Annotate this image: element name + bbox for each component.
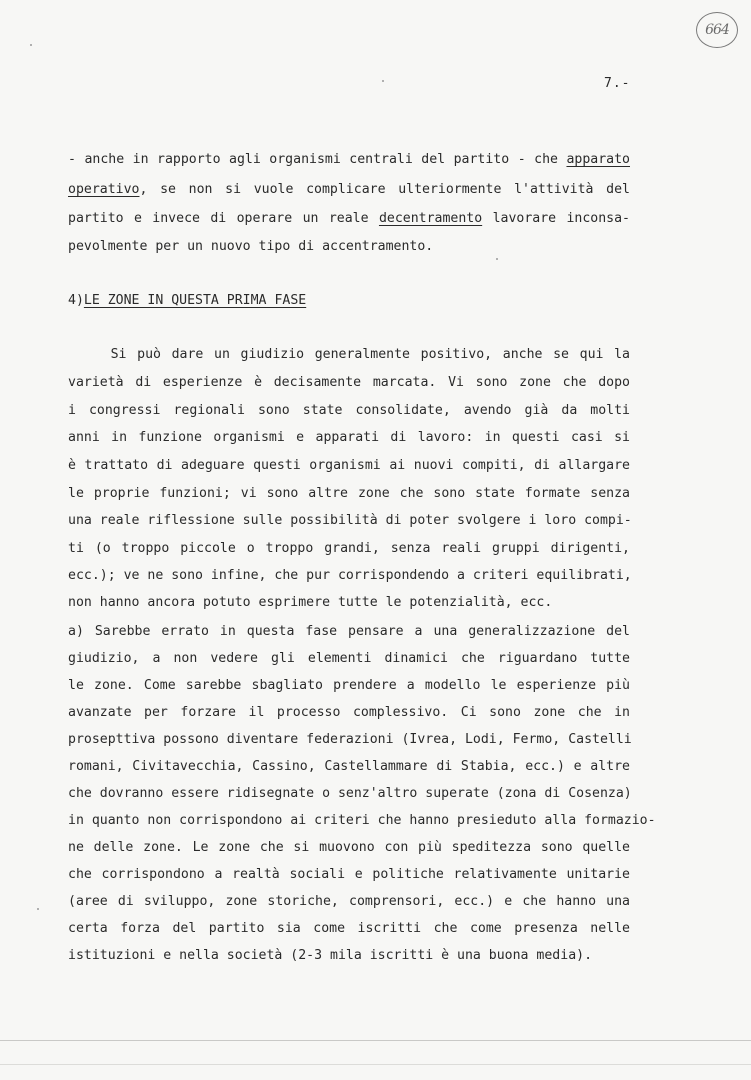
scan-edge-line xyxy=(0,1064,751,1065)
para2-line-8: ti (o troppo piccole o troppo grandi, senza reali gruppi dirigenti, xyxy=(68,541,630,556)
para3-line-8: in quanto non corrispondono ai criteri che hanno presieduto alla formazio- xyxy=(68,813,656,828)
para2-line-3: i congressi regionali sono state consolidate, avendo già da molti xyxy=(68,403,630,418)
para2-line-4: anni in funzione organismi e apparati di lavoro: in questi casi si xyxy=(68,430,630,445)
para3-line-11: (aree di sviluppo, zone storiche, comprensori, ecc.) e che hanno una xyxy=(68,894,630,909)
scan-edge-line xyxy=(0,1040,751,1041)
para2-line-1: Si può dare un giudizio generalmente positivo, anche se qui la xyxy=(68,347,630,362)
para2-line-7: una reale riflessione sulle possibilità di poter svolgere i loro compi- xyxy=(68,513,632,528)
para3-line-7: che dovranno essere ridisegnate o senz'altro superate (zona di Cosenza) xyxy=(68,786,632,801)
para3-line-6: romani, Civitavecchia, Cassino, Castellammare di Stabia, ecc.) e altre xyxy=(68,759,630,774)
para2-line-6: le proprie funzioni; vi sono altre zone che sono state formate senza xyxy=(68,486,630,501)
para3-line-4: avanzate per forzare il processo complessivo. Ci sono zone che in xyxy=(68,705,630,720)
para3-line-12: certa forza del partito sia come iscritti che come presenza nelle xyxy=(68,921,630,936)
para2-line-5: è trattato di adeguare questi organismi ai nuovi compiti, di allargare xyxy=(68,458,630,473)
page-number: 7.- xyxy=(604,76,631,91)
section-number: 4) xyxy=(68,293,84,308)
archive-stamp-number: 664 xyxy=(705,22,729,38)
para1-line-4: pevolmente per un nuovo tipo di accentramento. xyxy=(68,239,434,254)
para3-line-13: istituzioni e nella società (2-3 mila iscritti è una buona media). xyxy=(68,948,593,963)
para3-line-3: le zone. Come sarebbe sbagliato prendere a modello le esperienze più xyxy=(68,678,630,693)
para1-line-3: partito e invece di operare un reale decentramento lavorare inconsa- xyxy=(68,211,630,226)
para3-line-2: giudizio, a non vedere gli elementi dinamici che riguardano tutte xyxy=(68,651,630,666)
archive-stamp xyxy=(696,12,738,48)
para2-line-10: non hanno ancora potuto esprimere tutte le potenzialità, ecc. xyxy=(68,595,553,610)
para1-line-2: operativo, se non si vuole complicare ulteriormente l'attività del xyxy=(68,182,630,197)
para2-line-2: varietà di esperienze è decisamente marcata. Vi sono zone che dopo xyxy=(68,375,630,390)
para3-line-10: che corrispondono a realtà sociali e politiche relativamente unitarie xyxy=(68,867,630,882)
para3-line-1: a) Sarebbe errato in questa fase pensare a una generalizzazione del xyxy=(68,624,630,639)
section-title: LE ZONE IN QUESTA PRIMA FASE xyxy=(83,293,307,308)
scan-speck xyxy=(382,80,384,82)
para3-line-5: prosepttiva possono diventare federazioni (Ivrea, Lodi, Fermo, Castelli xyxy=(68,732,632,747)
scan-speck xyxy=(30,44,32,46)
para1-line-1: - anche in rapporto agli organismi centrali del partito - che apparato xyxy=(68,152,630,167)
section-heading xyxy=(68,292,306,310)
para3-line-9: ne delle zone. Le zone che si muovono con più speditezza sono quelle xyxy=(68,840,630,855)
scan-speck xyxy=(496,258,498,260)
para2-line-9: ecc.); ve ne sono infine, che pur corrispondendo a criteri equilibrati, xyxy=(68,568,632,583)
scan-speck xyxy=(37,908,39,910)
